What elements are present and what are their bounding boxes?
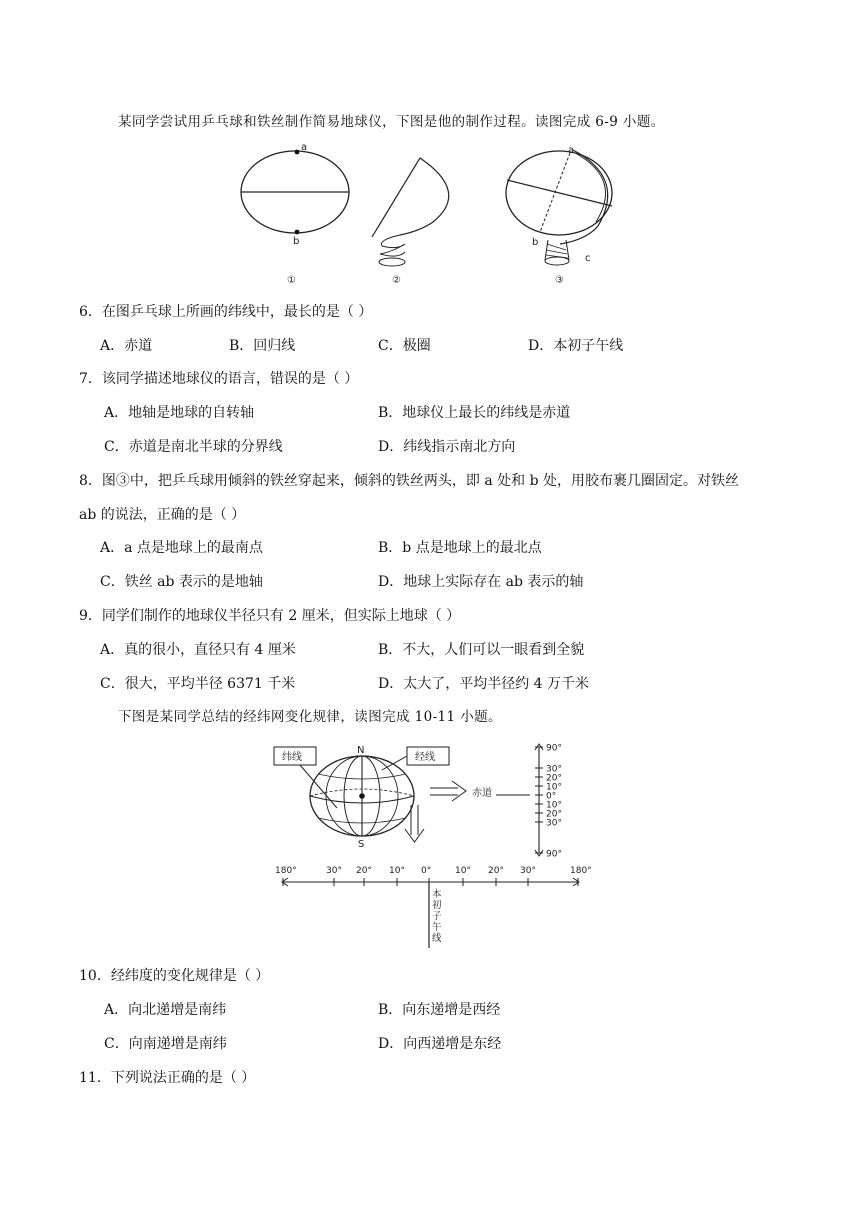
lon-tick-label: 180° (570, 866, 592, 876)
lon-tick-label: 20° (488, 866, 504, 876)
lon-tick-label: 30° (326, 866, 342, 876)
lon-tick-label: 10° (455, 866, 471, 876)
lat-tick-label: 90° (546, 743, 562, 754)
label-b-3: b (532, 237, 539, 248)
prime-meridian-char: 本 (432, 889, 442, 900)
prime-meridian-char: 初 (432, 900, 442, 911)
question-8-stem: 8．图③中，把乒乓球用倾斜的铁丝穿起来，倾斜的铁丝两头，即 a 处和 b 处，用胶布裹几圈固定。对铁丝 (79, 473, 740, 489)
q9-option-d: D．太大了，平均半径约 4 万千米 (378, 676, 590, 692)
q10-option-b: B．向东递增是西经 (378, 1002, 501, 1018)
q10-option-d: D．向西递增是东经 (378, 1036, 502, 1052)
latline-label: 纬线 (282, 752, 302, 763)
lon-tick-label: 0° (421, 866, 432, 876)
lon-tick-label: 30° (520, 866, 536, 876)
question-8-stem-2: ab 的说法，正确的是（ ） (79, 507, 246, 523)
lat-tick-label: 10° (546, 800, 562, 811)
intro-text-1: 某同学尝试用乒乓球和铁丝制作简易地球仪，下图是他的制作过程。读图完成 6-9 小题。 (118, 114, 665, 130)
label-b-1: b (293, 236, 300, 247)
q8-option-b: B．b 点是地球上的最北点 (378, 540, 542, 556)
q7-option-a: A．地轴是地球的自转轴 (104, 405, 255, 421)
q9-option-b: B．不大，人们可以一眼看到全貌 (378, 642, 585, 658)
globe-making-figure (0, 140, 860, 310)
q6-option-b: B．回归线 (229, 338, 296, 354)
q7-option-d: D．纬线指示南北方向 (378, 439, 516, 455)
lat-tick-label: 90° (546, 849, 562, 860)
lat-tick-label: 30° (546, 764, 562, 775)
lat-tick-label: 20° (546, 773, 562, 784)
fig1-step3 (506, 145, 612, 286)
graticule-figure (0, 738, 860, 958)
north-label: N (357, 745, 365, 756)
south-label: S (358, 839, 365, 850)
q6-option-a: A．赤道 (100, 338, 153, 354)
fig1-step2 (372, 158, 449, 286)
q7-option-c: C．赤道是南北半球的分界线 (104, 439, 283, 455)
question-6-stem: 6．在图乒乓球上所画的纬线中，最长的是（ ） (79, 304, 373, 320)
q6-option-d: D．本初子午线 (528, 338, 624, 354)
q9-option-c: C．很大，平均半径 6371 千米 (100, 676, 296, 692)
lon-tick-label: 20° (356, 866, 372, 876)
q10-option-c: C．向南递增是南纬 (104, 1036, 227, 1052)
lat-tick-label: 30° (546, 818, 562, 829)
fig-num-2: ② (392, 275, 401, 286)
longitude-scale (275, 866, 592, 886)
lonline-label: 经线 (415, 752, 435, 763)
fig-num-3: ③ (555, 275, 564, 286)
q8-option-a: A．a 点是地球上的最南点 (100, 540, 263, 556)
lon-tick-label: 180° (275, 866, 297, 876)
q7-option-b: B．地球仪上最长的纬线是赤道 (378, 405, 571, 421)
question-7-stem: 7．该同学描述地球仪的语言，错误的是（ ） (79, 371, 359, 387)
question-10-stem: 10．经纬度的变化规律是（ ） (79, 968, 270, 984)
prime-meridian-char: 午 (432, 922, 442, 933)
prime-meridian-char: 线 (432, 933, 442, 944)
fig1-step1 (241, 142, 349, 286)
label-a-3: a (568, 145, 575, 156)
q8-option-d: D．地球上实际存在 ab 表示的轴 (378, 574, 584, 590)
label-a-1: a (301, 142, 308, 153)
lat-tick-label: 20° (546, 809, 562, 820)
prime-meridian-char: 子 (432, 911, 442, 922)
label-c-3: c (585, 253, 591, 264)
fig-num-1: ① (287, 275, 296, 286)
equator-label: 赤道 (472, 788, 492, 799)
q10-option-a: A．向北递增是南纬 (104, 1002, 227, 1018)
lon-tick-label: 10° (389, 866, 405, 876)
q8-option-c: C．铁丝 ab 表示的是地轴 (100, 574, 263, 590)
lat-tick-label: 10° (546, 782, 562, 793)
question-11-stem: 11．下列说法正确的是（ ） (79, 1070, 256, 1086)
question-9-stem: 9．同学们制作的地球仪半径只有 2 厘米，但实际上地球（ ） (79, 608, 461, 624)
q9-option-a: A．真的很小，直径只有 4 厘米 (100, 642, 296, 658)
prime-meridian-label (432, 888, 442, 944)
intro-text-2: 下图是某同学总结的经纬网变化规律，读图完成 10-11 小题。 (118, 709, 502, 725)
q6-option-c: C．极圈 (378, 338, 431, 354)
lat-tick-label: 0° (546, 791, 557, 802)
